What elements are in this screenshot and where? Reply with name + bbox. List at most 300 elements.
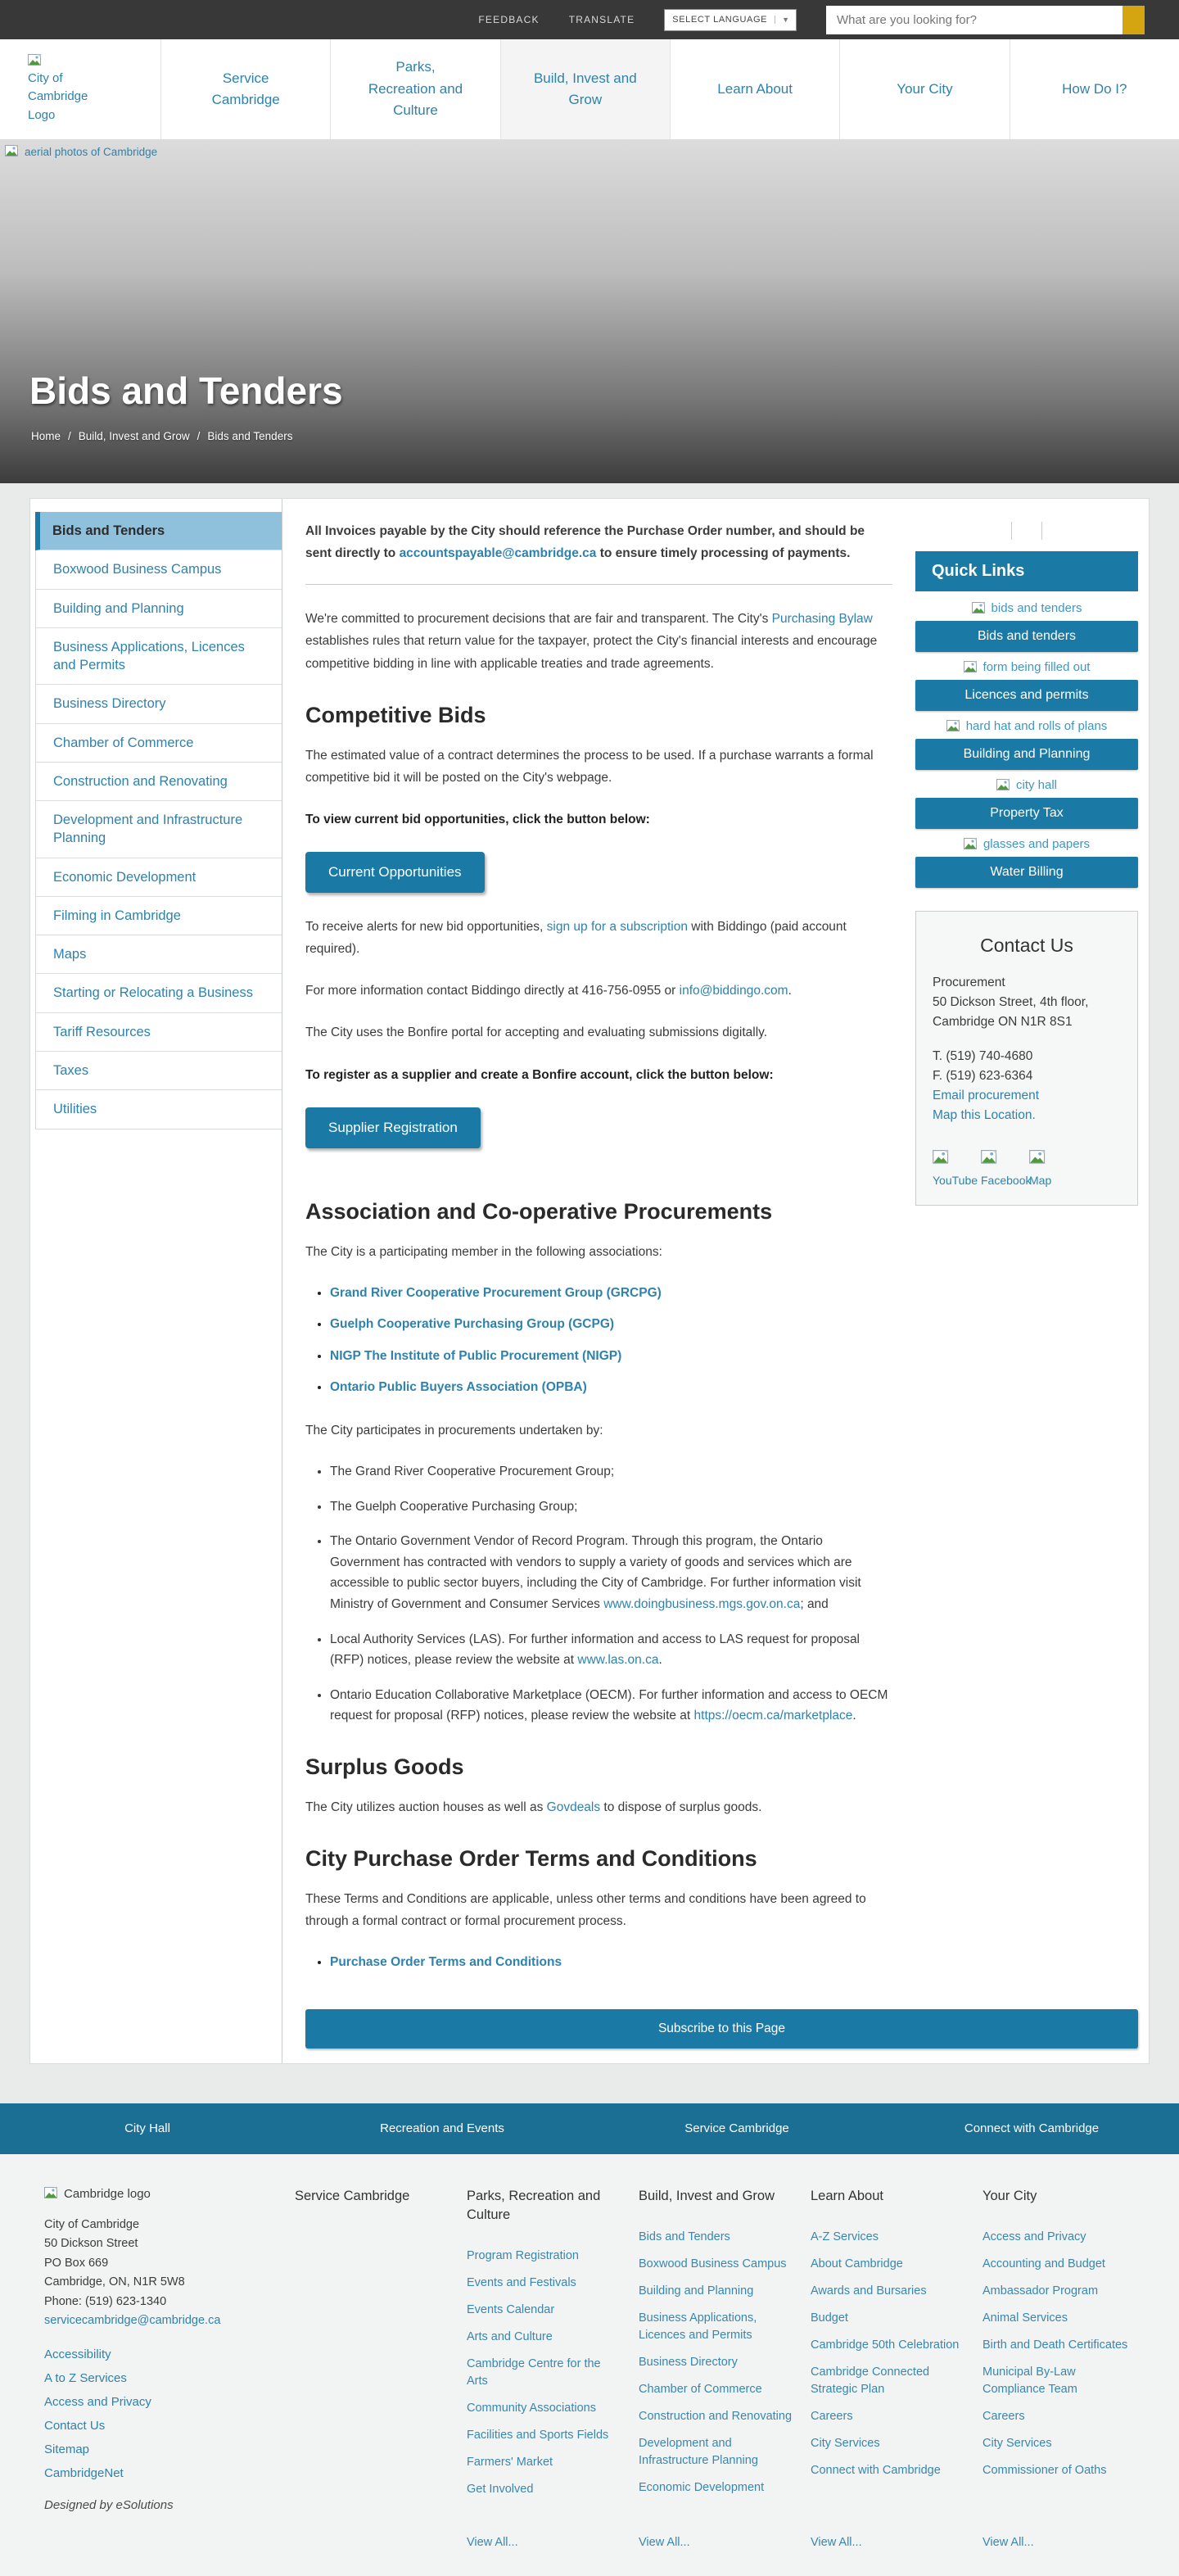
text-segment: The City utilizes auction houses as well as <box>305 1800 547 1814</box>
text-segment: . <box>852 1709 856 1723</box>
view-all-link[interactable]: View All... <box>467 2536 518 2550</box>
sidebar-item[interactable] <box>36 801 282 858</box>
view-all-link[interactable]: View All... <box>639 2536 690 2550</box>
footer-link[interactable]: Municipal By-Law Compliance Team <box>982 2365 1077 2396</box>
service-cambridge-email-link[interactable]: servicecambridge@cambridge.ca <box>44 2314 221 2328</box>
footer-link[interactable]: Cambridge Centre for the Arts <box>467 2356 601 2388</box>
quick-link-button[interactable]: Water Billing <box>915 857 1138 888</box>
list-item <box>811 2337 968 2354</box>
competitive-bids-heading: Competitive Bids <box>305 702 486 727</box>
list-item <box>639 2283 796 2300</box>
broken-image-icon <box>972 602 988 615</box>
quick-link-button[interactable]: Bids and tenders <box>915 621 1138 652</box>
nav-item-service-cambridge[interactable]: Service Cambridge <box>160 39 330 139</box>
quick-link-item <box>915 601 1138 652</box>
sidebar-item-label[interactable]: Business Directory <box>53 696 166 712</box>
association-heading: Association and Co-operative Procurements <box>305 1198 773 1224</box>
sidebar-item-bids-and-tenders[interactable] <box>35 512 282 550</box>
list-item <box>639 2354 796 2371</box>
view-opportunities-cta: To view current bid opportunities, click the button below: <box>305 812 650 826</box>
quick-link-image-alt <box>915 778 1138 792</box>
text-segment: . <box>658 1653 662 1668</box>
list-item <box>467 2427 624 2444</box>
list-item <box>330 1629 892 1671</box>
quick-link-alt-text: glasses and papers <box>982 837 1091 851</box>
site-search <box>826 6 1145 34</box>
list-item <box>330 1377 892 1398</box>
footer-column-service-cambridge <box>295 2187 467 2551</box>
footer-column-build-invest-grow <box>639 2187 811 2551</box>
contact-social-links <box>933 1150 1121 1190</box>
register-supplier-cta: To register as a supplier and create a Bonfire account, click the button below: <box>305 1067 774 1082</box>
list-item <box>44 2347 295 2361</box>
footer-link[interactable]: Business Directory <box>639 2355 738 2369</box>
search-input[interactable] <box>826 6 1123 34</box>
feedback-link[interactable]: FEEDBACK <box>478 14 540 25</box>
list-item <box>639 2229 796 2246</box>
list-item <box>330 1952 892 1973</box>
footer-link[interactable]: Chamber of Commerce <box>639 2382 762 2396</box>
footer-link[interactable]: Events Calendar <box>467 2302 555 2316</box>
current-opportunities-button[interactable]: Current Opportunities <box>305 852 485 893</box>
list-item <box>639 2381 796 2398</box>
po-terms-list <box>305 1952 892 1973</box>
footer-column-heading: Your City <box>982 2188 1037 2203</box>
list-item <box>639 2310 796 2344</box>
language-select-value: SELECT LANGUAGE <box>672 15 768 25</box>
content-card <box>29 498 1150 2064</box>
broken-image-icon <box>981 1150 1001 1166</box>
footer-column-parks-recreation <box>467 2187 639 2551</box>
sidebar-item[interactable] <box>36 763 282 801</box>
sidebar-menu <box>35 512 282 1130</box>
text-segment: to ensure timely processing of payments. <box>596 546 851 561</box>
map-location-link[interactable]: Map this Location. <box>933 1108 1036 1123</box>
main-navigation <box>0 39 1179 139</box>
sidebar-item-label[interactable]: Bids and Tenders <box>52 523 165 538</box>
footer-utility-link[interactable]: Sitemap <box>44 2442 90 2456</box>
footer-utility-link[interactable]: Contact Us <box>44 2418 106 2433</box>
page-title: Bids and Tenders <box>29 369 343 412</box>
footer-utility-link[interactable]: Accessibility <box>44 2347 111 2361</box>
list-item <box>44 2371 295 2385</box>
address-line: City of Cambridge <box>44 2217 140 2231</box>
text-segment: Local Authority Services (LAS). For further information and access to LAS request for proposal (RFP) notices, please review the website at <box>330 1632 861 1668</box>
footer-link[interactable]: Accounting and Budget <box>982 2257 1105 2270</box>
list-item <box>982 2310 1140 2327</box>
sidebar-item[interactable] <box>36 1090 282 1129</box>
hero-banner <box>0 139 1179 483</box>
subscription-signup-link[interactable]: sign up for a subscription <box>546 920 688 934</box>
quick-link-item <box>915 660 1138 711</box>
chevron-down-icon: ▼ <box>775 16 796 24</box>
biddingo-info-paragraph <box>305 980 892 1002</box>
quick-link-alt-text: bids and tenders <box>991 601 1082 615</box>
list-item <box>811 2256 968 2273</box>
banner-alt-text: aerial photos of Cambridge <box>25 145 158 158</box>
text-segment: to dispose of surplus goods. <box>600 1800 762 1814</box>
list-item <box>639 2479 796 2497</box>
footer-link[interactable]: Building and Planning <box>639 2284 754 2298</box>
po-terms-paragraph: These Terms and Conditions are applicable, unless other terms and conditions have been agreed to through a formal contract or formal procurement process. <box>305 1891 866 1928</box>
list-item <box>982 2256 1140 2273</box>
list-item <box>467 2275 624 2292</box>
bonfire-paragraph: The City uses the Bonfire portal for accepting and evaluating submissions digitally. <box>305 1025 768 1040</box>
list-item <box>811 2283 968 2300</box>
quick-link-image-alt <box>915 601 1138 615</box>
social-link[interactable] <box>981 1150 1032 1190</box>
sidebar-item-label[interactable]: Business Applications, Licences and Permits <box>53 639 245 673</box>
association-link[interactable]: Grand River Cooperative Procurement Group (GRCPG) <box>330 1285 662 1300</box>
sidebar-item-label[interactable]: Development and Infrastructure Planning <box>53 813 243 846</box>
list-item <box>982 2283 1140 2300</box>
footer-link[interactable]: Economic Development <box>639 2480 765 2494</box>
footer-link[interactable]: Boxwood Business Campus <box>639 2257 787 2270</box>
divider <box>305 584 892 585</box>
footer <box>0 2154 1179 2576</box>
nav-item-your-city[interactable]: Your City <box>839 39 1009 139</box>
list-item: • The Grand River Cooperative Procurement Group; <box>330 1461 892 1483</box>
site-logo[interactable] <box>0 39 160 139</box>
list-item <box>811 2435 968 2452</box>
search-button[interactable] <box>1123 6 1145 34</box>
footer-utility-link[interactable]: Access and Privacy <box>44 2394 151 2409</box>
breadcrumb <box>31 430 292 442</box>
doing-business-link[interactable]: www.doingbusiness.mgs.gov.on.ca <box>603 1596 801 1611</box>
commitment-paragraph <box>305 608 892 674</box>
footer-column-heading: Learn About <box>811 2188 883 2203</box>
association-link[interactable]: Guelph Cooperative Purchasing Group (GCPG) <box>330 1317 615 1332</box>
quick-link-item <box>915 778 1138 829</box>
sidebar-item[interactable] <box>36 935 282 974</box>
footer-link[interactable]: Access and Privacy <box>982 2230 1086 2243</box>
footer-link[interactable]: Facilities and Sports Fields <box>467 2428 609 2442</box>
competitive-bids-paragraph: The estimated value of a contract determines the process to be used. If a purchase warrants a formal competitive bid it will be posted on the City's webpage. <box>305 748 874 785</box>
association-link[interactable]: Ontario Public Buyers Association (OPBA) <box>330 1380 587 1395</box>
list-item <box>44 2419 295 2433</box>
share-divider <box>1011 522 1012 540</box>
quick-link-button[interactable]: Building and Planning <box>915 739 1138 770</box>
social-alt-text: YouTube <box>933 1174 978 1188</box>
sidebar-item-label[interactable]: Starting or Relocating a Business <box>53 985 253 1001</box>
nav-item-how-do-i[interactable]: How Do I? <box>1010 39 1179 139</box>
nav-item-parks-recreation-culture[interactable]: Parks, Recreation and Culture <box>330 39 499 139</box>
po-terms-heading: City Purchase Order Terms and Conditions <box>305 1845 757 1871</box>
sidebar-item[interactable] <box>36 974 282 1012</box>
footer-link[interactable]: Arts and Culture <box>467 2329 553 2343</box>
list-item <box>982 2462 1140 2479</box>
address-line: Cambridge, ON, N1R 5W8 <box>44 2275 185 2289</box>
procurement-list <box>305 1461 892 1727</box>
text-segment: The Ontario Government Vendor of Record Program. Through this program, the Ontario Government has contracted with vendors to supply a variety of goods and services which are accessible to public sector buyers, including the City of Cambridge. For further information visit Ministry of Government and Consumer Services <box>330 1534 861 1611</box>
sidebar-item-label[interactable]: Building and Planning <box>53 600 184 616</box>
footer-link[interactable]: Budget <box>811 2311 848 2325</box>
list-item <box>639 2408 796 2425</box>
text-segment: ; and <box>800 1596 829 1611</box>
text-segment: All Invoices payable by the City should reference the Purchase Order number, and should be sent directly to <box>305 524 865 561</box>
nav-item-build-invest-grow[interactable]: Build, Invest and Grow <box>500 39 670 139</box>
footer-column-links <box>467 2248 624 2508</box>
quick-link-item <box>915 719 1138 770</box>
quick-link-button[interactable]: Licences and permits <box>915 680 1138 711</box>
footer-link[interactable]: Birth and Death Certificates <box>982 2338 1128 2352</box>
footer-link[interactable]: Get Involved <box>467 2483 534 2497</box>
broken-image-icon <box>996 779 1013 792</box>
section-sidebar <box>30 499 282 2063</box>
translate-label: TRANSLATE <box>568 14 635 25</box>
footer-link[interactable]: Awards and Bursaries <box>811 2284 927 2298</box>
breadcrumb-current: Bids and Tenders <box>207 430 293 442</box>
footer-column-heading: Service Cambridge <box>295 2188 410 2203</box>
quick-link-image-alt <box>915 837 1138 851</box>
footer-link[interactable]: Events and Festivals <box>467 2275 576 2289</box>
view-all-link[interactable]: View All... <box>982 2536 1034 2550</box>
sidebar-item[interactable] <box>36 628 282 686</box>
quick-link-alt-text: form being filled out <box>982 660 1091 674</box>
sidebar-item[interactable] <box>36 858 282 897</box>
sidebar-item[interactable] <box>36 685 282 723</box>
footer-link[interactable]: Business Applications, Licences and Permits <box>639 2311 757 2342</box>
list-item <box>330 1346 892 1367</box>
social-link[interactable] <box>933 1150 978 1190</box>
footer-link[interactable]: Farmers' Market <box>467 2456 553 2469</box>
supplier-registration-button[interactable]: Supplier Registration <box>305 1107 481 1148</box>
address-line: 50 Dickson Street <box>44 2237 138 2251</box>
footer-column-learn-about <box>811 2187 982 2551</box>
contact-us-title: Contact Us <box>980 935 1073 956</box>
invoices-notice <box>305 520 892 564</box>
sidebar-item-label[interactable]: Construction and Renovating <box>53 773 228 789</box>
list-item <box>811 2462 968 2479</box>
contact-tel: T. (519) 740-4680 <box>933 1049 1033 1064</box>
broken-image-icon <box>946 720 963 733</box>
footer-column-heading: Build, Invest and Grow <box>639 2188 775 2203</box>
breadcrumb-separator: / <box>68 430 71 442</box>
contact-phones <box>933 1047 1121 1086</box>
list-item <box>982 2435 1140 2452</box>
footer-utility-link[interactable]: A to Z Services <box>44 2370 127 2385</box>
list-item <box>330 1314 892 1335</box>
quick-links-header: Quick Links <box>915 551 1138 591</box>
quick-link-alt-text: hard hat and rolls of plans <box>965 719 1108 733</box>
accounts-payable-email-link[interactable]: accountspayable@cambridge.ca <box>399 546 597 561</box>
association-link[interactable]: NIGP The Institute of Public Procurement (NIGP) <box>330 1348 622 1363</box>
list-item <box>44 2466 295 2480</box>
sidebar-item[interactable] <box>36 724 282 763</box>
footer-link[interactable]: Bids and Tenders <box>639 2230 730 2243</box>
sidebar-item-label[interactable]: Boxwood Business Campus <box>53 562 222 577</box>
contact-address <box>933 973 1121 1032</box>
footer-nav-link[interactable]: Service Cambridge <box>684 2121 789 2136</box>
footer-link[interactable]: Careers <box>811 2409 853 2423</box>
sidebar-item[interactable] <box>36 897 282 935</box>
footer-logo-alt-text: Cambridge logo <box>64 2186 151 2201</box>
footer-link[interactable]: About Cambridge <box>811 2257 903 2270</box>
logo-alt-text: City of Cambridge Logo <box>28 70 88 122</box>
view-all-link[interactable] <box>295 2525 452 2551</box>
footer-column-links <box>639 2229 796 2506</box>
text-segment: For more information contact Biddingo directly at 416-756-0955 or <box>305 984 680 998</box>
right-sidebar <box>915 520 1138 1994</box>
quick-link-button[interactable]: Property Tax <box>915 798 1138 829</box>
footer-column-your-city <box>982 2187 1154 2551</box>
footer-address-column <box>44 2187 295 2551</box>
footer-logo <box>44 2187 295 2201</box>
main-content <box>305 520 892 1994</box>
quick-link-image-alt <box>915 719 1138 733</box>
address-line: PO Box 669 <box>44 2256 109 2270</box>
footer-nav-link[interactable]: Connect with Cambridge <box>964 2121 1100 2136</box>
sidebar-item[interactable] <box>36 590 282 628</box>
sidebar-item[interactable] <box>36 1013 282 1052</box>
footer-link[interactable]: Development and Infrastructure Planning <box>639 2436 758 2467</box>
share-divider <box>1041 522 1042 540</box>
footer-link[interactable]: City Services <box>982 2436 1052 2450</box>
footer-link[interactable]: Program Registration <box>467 2248 579 2262</box>
quick-link-item <box>915 837 1138 888</box>
association-links-list <box>305 1283 892 1398</box>
broken-image-icon <box>28 54 44 67</box>
footer-nav-link[interactable]: Recreation and Events <box>380 2121 504 2136</box>
footer-utility-links <box>44 2347 295 2480</box>
footer-link[interactable]: A-Z Services <box>811 2230 879 2243</box>
sidebar-item-label[interactable]: Maps <box>53 947 87 962</box>
list-item <box>330 1531 892 1614</box>
sidebar-item-label[interactable]: Chamber of Commerce <box>53 735 194 750</box>
footer-link[interactable]: Careers <box>982 2409 1025 2423</box>
list-item <box>467 2454 624 2471</box>
list-item <box>811 2229 968 2246</box>
contact-street: 50 Dickson Street, 4th floor, <box>933 995 1089 1010</box>
sidebar-item-label[interactable]: Taxes <box>53 1062 89 1078</box>
social-alt-text: Map <box>1029 1174 1052 1188</box>
broken-image-icon <box>1029 1150 1049 1166</box>
sidebar-item[interactable] <box>36 1052 282 1090</box>
las-link[interactable]: www.las.on.ca <box>577 1653 659 1668</box>
nav-item-learn-about[interactable]: Learn About <box>670 39 839 139</box>
sidebar-item-label[interactable]: Tariff Resources <box>53 1024 151 1039</box>
list-item <box>467 2302 624 2319</box>
list-item <box>330 1283 892 1304</box>
breadcrumb-separator: / <box>196 430 201 442</box>
footer-address <box>44 2216 295 2331</box>
contact-us-box <box>915 911 1138 1206</box>
oecm-link[interactable]: https://oecm.ca/marketplace <box>693 1709 853 1723</box>
text-segment: . <box>788 984 792 998</box>
breadcrumb-home[interactable]: Home <box>31 430 61 442</box>
list-item <box>467 2400 624 2417</box>
social-alt-text: Facebook <box>981 1174 1032 1188</box>
footer-link[interactable]: Cambridge Connected Strategic Plan <box>811 2365 930 2396</box>
list-item <box>44 2442 295 2456</box>
sidebar-item-label[interactable]: Utilities <box>53 1102 97 1117</box>
alerts-paragraph <box>305 916 892 960</box>
footer-nav-link[interactable]: City Hall <box>124 2121 170 2136</box>
list-item <box>982 2337 1140 2354</box>
list-item <box>639 2256 796 2273</box>
footer-link[interactable]: Connect with Cambridge <box>811 2463 941 2477</box>
biddingo-email-link[interactable]: info@biddingo.com <box>679 984 788 998</box>
email-procurement-link[interactable]: Email procurement <box>933 1089 1040 1103</box>
list-item <box>982 2408 1140 2425</box>
list-item <box>467 2329 624 2346</box>
quick-link-image-alt <box>915 660 1138 674</box>
address-line: Phone: (519) 623-1340 <box>44 2294 167 2308</box>
list-item <box>44 2395 295 2409</box>
content-area <box>282 499 1149 2063</box>
text-segment: Ontario Education Collaborative Marketplace (OECM). For further information and access to OECM request for proposal (RFP) notices, please review the website at <box>330 1687 888 1723</box>
contact-dept: Procurement <box>933 976 1005 989</box>
language-select[interactable] <box>664 9 797 31</box>
quick-link-alt-text: city hall <box>1015 778 1058 792</box>
list-item: • The Guelph Cooperative Purchasing Group; <box>330 1496 892 1518</box>
footer-utility-link[interactable]: CambridgeNet <box>44 2465 124 2480</box>
designed-by-credit: Designed by eSolutions <box>44 2497 174 2512</box>
subscribe-page-button[interactable]: Subscribe to this Page <box>305 2009 1138 2049</box>
social-link[interactable] <box>1029 1150 1067 1190</box>
footer-column-heading: Parks, Recreation and Culture <box>467 2188 601 2222</box>
list-item <box>982 2229 1140 2246</box>
banner-image-alt <box>5 145 157 158</box>
purchasing-bylaw-link[interactable]: Purchasing Bylaw <box>771 612 873 627</box>
broken-image-icon <box>5 145 21 158</box>
footer-link[interactable]: Commissioner of Oaths <box>982 2463 1107 2477</box>
text-segment: with Biddingo (paid account required). <box>305 920 847 957</box>
footer-column-links <box>982 2229 1140 2489</box>
text-segment: establishes rules that return value for the taxpayer, protect the City's financial interests and encourage competitive bidding in line with applicable treaties and trade agreements. <box>305 634 878 671</box>
list-item <box>639 2435 796 2470</box>
list-item <box>467 2356 624 2390</box>
quick-links-list <box>915 601 1138 888</box>
footer-link[interactable]: Community Associations <box>467 2401 596 2415</box>
surplus-paragraph <box>305 1796 892 1818</box>
broken-image-icon <box>44 2187 61 2200</box>
view-all-link[interactable]: View All... <box>811 2536 862 2550</box>
list-item <box>811 2408 968 2425</box>
participates-paragraph: The City participates in procurements undertaken by: <box>305 1424 603 1437</box>
list-item <box>811 2364 968 2398</box>
footer-link[interactable]: Construction and Renovating <box>639 2409 793 2423</box>
govdeals-link[interactable]: Govdeals <box>546 1800 601 1814</box>
text-segment: We're committed to procurement decisions that are fair and transparent. The City's <box>305 612 772 627</box>
broken-image-icon <box>964 838 980 851</box>
footer-link[interactable]: Animal Services <box>982 2311 1068 2325</box>
sidebar-item-label[interactable]: Filming in Cambridge <box>53 908 181 923</box>
broken-image-icon <box>964 661 980 674</box>
footer-nav-bar <box>0 2103 1179 2154</box>
list-item <box>811 2310 968 2327</box>
association-paragraph: The City is a participating member in the following associations: <box>305 1244 662 1259</box>
broken-image-icon <box>933 1150 952 1166</box>
text-segment: To receive alerts for new bid opportunities, <box>305 920 547 934</box>
footer-link[interactable]: Cambridge 50th Celebration <box>811 2338 960 2352</box>
sidebar-item-label[interactable]: Economic Development <box>53 869 196 885</box>
share-tools <box>915 520 1138 541</box>
footer-link[interactable]: City Services <box>811 2436 880 2450</box>
contact-fax: F. (519) 623-6364 <box>933 1069 1033 1084</box>
surplus-goods-heading: Surplus Goods <box>305 1754 464 1779</box>
list-item <box>467 2481 624 2498</box>
footer-link[interactable]: Ambassador Program <box>982 2284 1099 2298</box>
footer-column-links <box>811 2229 968 2489</box>
list-item <box>467 2248 624 2265</box>
list-item <box>330 1685 892 1727</box>
po-terms-link[interactable]: Purchase Order Terms and Conditions <box>330 1955 562 1970</box>
breadcrumb-section[interactable]: Build, Invest and Grow <box>78 430 190 442</box>
list-item <box>982 2364 1140 2398</box>
sidebar-item[interactable] <box>36 550 282 589</box>
utility-bar <box>0 0 1179 39</box>
